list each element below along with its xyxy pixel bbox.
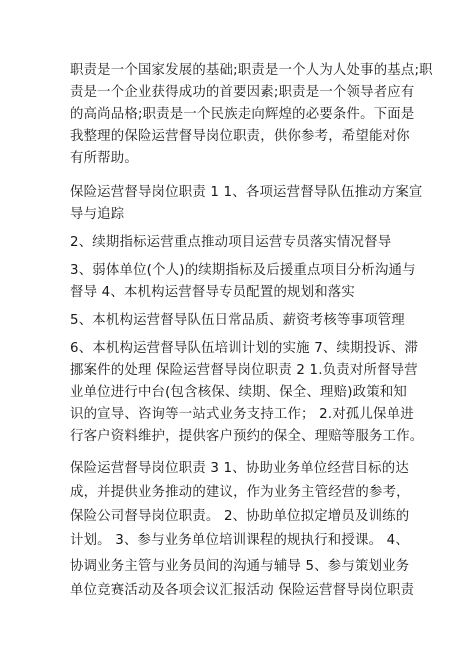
text-line: 的高尚品格;职责是一个民族走向辉煌的必要条件。下面是 — [70, 107, 415, 122]
text-line: 职责是一个国家发展的基础;职责是一个人为人处事的基点;职 — [70, 63, 433, 78]
text-line: 6、本机构运营督导队伍培训计划的实施 7、续期投诉、滞 — [70, 341, 419, 356]
text-line: 单位竞赛活动及各项会议汇报活动 保险运营督导岗位职责 — [70, 583, 415, 598]
text-line: 行客户资料维护，提供客户预约的保全、理赔等服务工作。 — [70, 429, 424, 444]
text-line: 成，并提供业务推动的建议，作为业务主管经营的参考， — [70, 485, 410, 500]
text-line: 挪案件的处理 保险运营督导岗位职责 2 1.负责对所督导营 — [70, 363, 418, 378]
text-line: 5、本机构运营督导队伍日常品质、薪资考核等事项管理 — [70, 313, 405, 328]
text-line: 责是一个企业获得成功的首要因素;职责是一个领导者应有 — [70, 85, 415, 100]
text-line: 业单位进行中台(包含核保、续期、保全、理赔)政策和知 — [70, 385, 408, 400]
text-line: 3、弱体单位(个人)的续期指标及后援重点项目分析沟通与 — [70, 263, 416, 278]
text-line: 识的宣导、咨询等一站式业务支持工作； 2.对孤儿保单进 — [70, 407, 414, 422]
text-line: 保险运营督导岗位职责 3 1、协助业务单位经营目标的达 — [70, 461, 409, 476]
text-line: 我整理的保险运营督导岗位职责，供你参考，希望能对你 — [70, 129, 410, 144]
text-line: 保险运营督导岗位职责 1 1、各项运营督导队伍推动方案宣 — [70, 185, 423, 200]
text-line: 督导 4、本机构运营督导专员配置的规划和落实 — [70, 285, 355, 300]
text-line: 导与追踪 — [70, 207, 125, 222]
text-line: 2、续期指标运营重点推动项目运营专员落实情况督导 — [70, 235, 392, 250]
text-line: 有所帮助。 — [70, 151, 138, 166]
text-line: 计划。 3、参与业务单位培训课程的规执行和授课。 4、 — [70, 533, 409, 548]
text-line: 协调业务主管与业务员间的沟通与辅导 5、参与策划业务 — [70, 559, 410, 574]
text-line: 保险公司督导岗位职责。 2、协助单位拟定增员及训练的 — [70, 509, 410, 524]
